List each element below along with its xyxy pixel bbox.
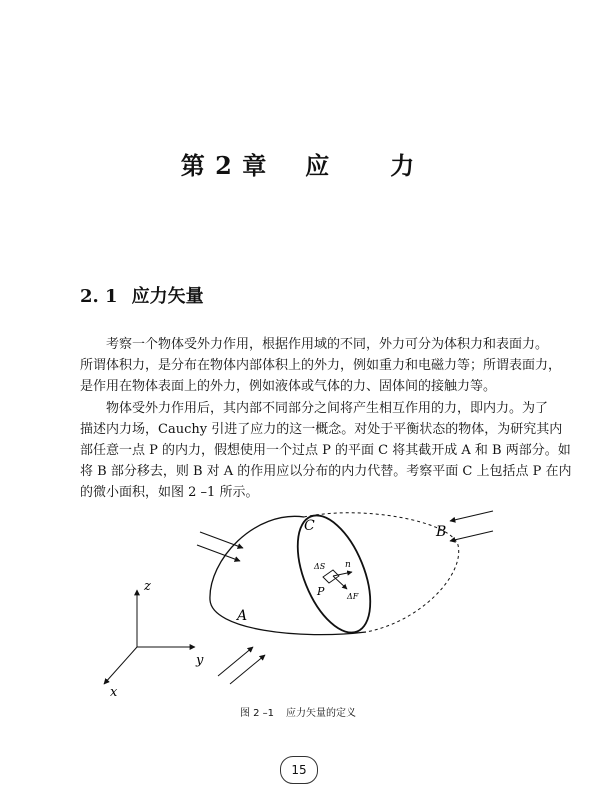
force-arrow — [218, 647, 253, 676]
cutting-plane-c — [283, 505, 385, 642]
force-arrow — [450, 531, 493, 541]
force-arrow — [197, 545, 240, 561]
figure-caption — [0, 704, 596, 719]
paragraph-1-line-1: 考察一个物体受外力作用，根据作用域的不同，外力可分为体积力和表面力。 — [106, 337, 549, 352]
chapter-title-char-1: 应 — [305, 151, 331, 180]
label-a: A — [237, 608, 248, 624]
area-element-ds — [323, 570, 339, 583]
paragraph-2-line-5: 的微小面积，如图 2 –1 所示。 — [80, 485, 259, 501]
body-text — [80, 334, 572, 504]
label-delta-s: ΔS — [314, 562, 326, 571]
paragraph-2-line-1: 物体受外力作用后，其内部不同部分之间将产生相互作用的力，即内力。为了 — [106, 400, 549, 416]
paragraph-1-line-3: 是作用在物体表面上的外力，例如液体或气体的力、固体间的接触力等。 — [80, 379, 497, 395]
section-heading — [80, 282, 204, 308]
label-b: B — [436, 524, 447, 540]
paragraph-2-line-2: 描述内力场，Cauchy 引进了应力的这一概念。对处于平衡状态的物体，为研究其内 — [80, 421, 563, 437]
section-title: 应力矢量 — [131, 286, 204, 307]
label-delta-f: ΔF — [347, 592, 359, 601]
paragraph-1-line-2: 所谓体积力，是分布在物体内部体积上的外力，例如重力和电磁力等；所谓表面力， — [80, 358, 562, 374]
paragraph-2-line-3: 部任意一点 P 的内力，假想使用一个过点 P 的平面 C 将其截开成 A 和 B 两部分。如 — [80, 442, 571, 458]
section-number: 2. 1 — [80, 286, 118, 307]
label-y: y — [196, 653, 204, 668]
figure-number: 图 2 –1 — [239, 708, 275, 719]
chapter-label: 第 2 章 — [180, 151, 268, 180]
page-number: 15 — [280, 756, 318, 784]
force-arrow — [200, 532, 243, 548]
x-axis — [104, 647, 137, 684]
force-arrow — [450, 511, 493, 521]
force-vector-df — [333, 576, 347, 589]
label-z: z — [144, 579, 151, 594]
stress-vector-figure — [90, 500, 510, 700]
body-part-a-outline — [210, 516, 366, 634]
chapter-title — [0, 146, 596, 181]
figure-caption-text: 应力矢量的定义 — [286, 708, 357, 719]
label-c: C — [304, 518, 315, 534]
label-n: n — [345, 560, 351, 570]
chapter-title-char-2: 力 — [390, 151, 416, 180]
force-arrow — [230, 655, 265, 684]
label-p: P — [317, 585, 325, 598]
label-x: x — [110, 685, 118, 700]
paragraph-2-line-4: 将 B 部分移去，则 B 对 A 的作用应以分布的内力代替。考察平面 C 上包括点 P 在内 — [80, 464, 572, 480]
